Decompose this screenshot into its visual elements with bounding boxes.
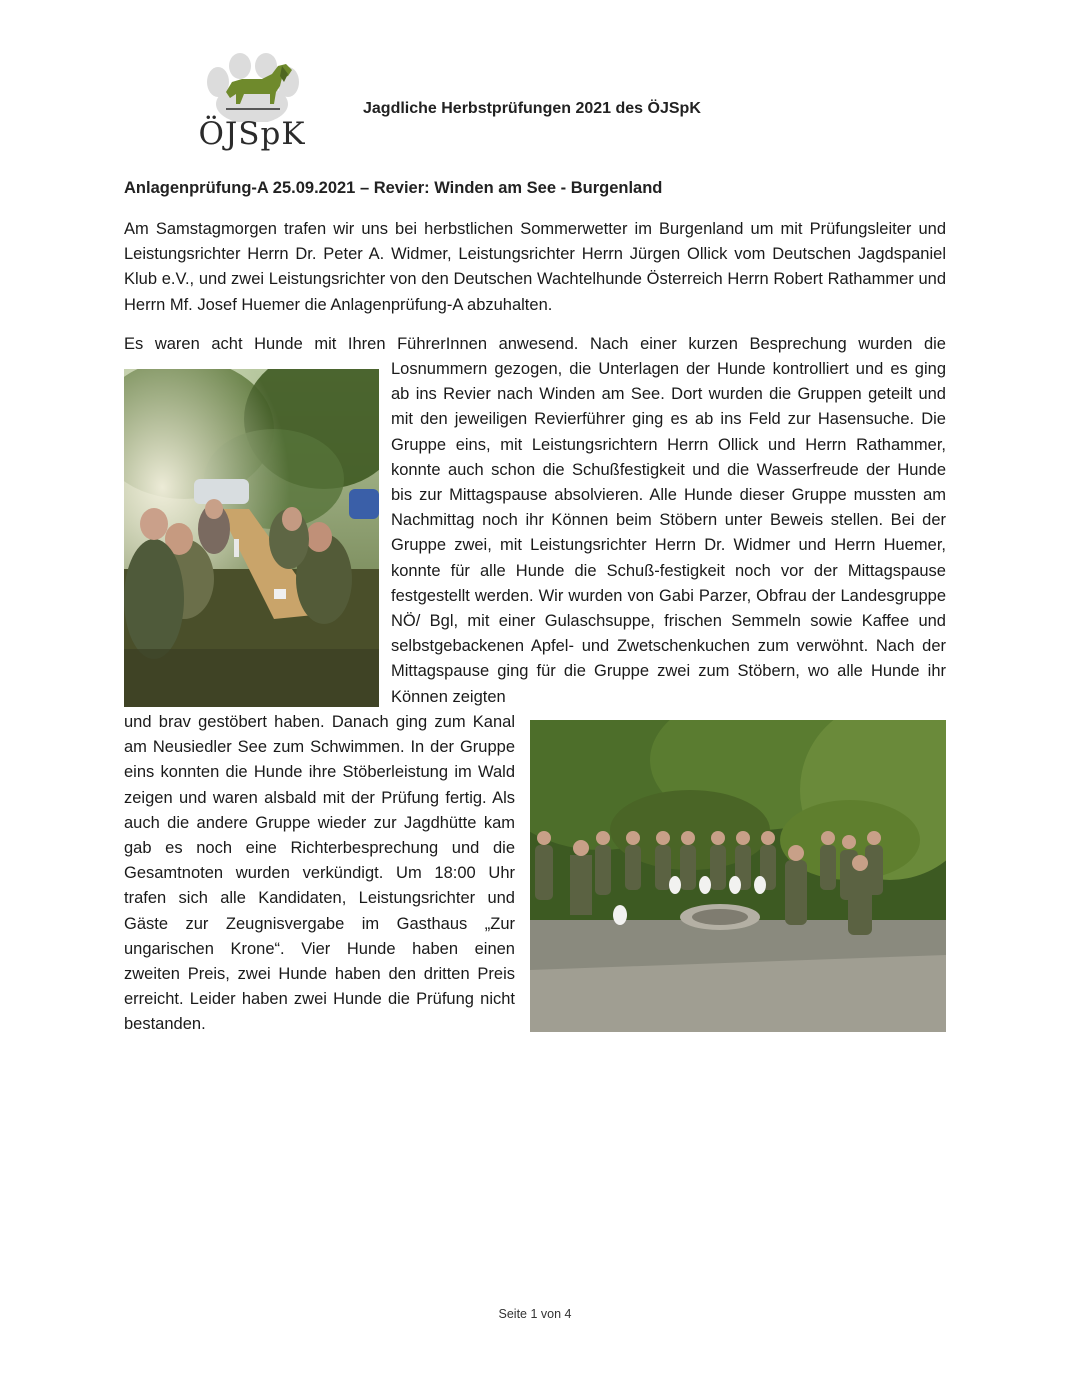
document-title: Jagdliche Herbstprüfungen 2021 des ÖJSpK <box>363 100 701 117</box>
photo-group-forest <box>530 720 946 1032</box>
paragraph-2-line: Es waren acht Hunde mit Ihren FührerInnen anwesend. Nach einer kurzen Besprechung wurden die <box>124 335 946 353</box>
page-number: Seite 1 von 4 <box>498 1307 572 1321</box>
paragraph-2-first-line <box>124 332 946 357</box>
spaniel-paw-logo-icon <box>196 52 308 122</box>
logo-text: ÖJSpK <box>198 116 306 152</box>
photo-lunch-table <box>124 369 379 707</box>
club-logo <box>196 52 308 160</box>
section-heading: Anlagenprüfung-A 25.09.2021 – Revier: Winden am See - Burgenland <box>124 179 663 197</box>
paragraph-2-left-column: und brav gestöbert haben. Danach ging zum Kanal am Neusiedler See zum Schwimmen. In der Gruppe eins konnten die Hunde ihre Stöberleistung im Wald zeigen und waren alsbald mit der Prüfung fertig. Als auch die andere Gruppe wieder zur Jagdhütte kam gab es noch eine Richterbesprechung und die Gesamtnoten wurden verkündigt. Um 18:00 Uhr trafen sich alle Kandidaten, Leistungsrichter und Gäste zur Zeugnisvergabe im Gasthaus „Zur ungarischen Krone“. Vier Hunde haben einen zweiten Preis, zwei Hunde haben den dritten Preis erreicht. Leider haben zwei Hunde die Prüfung nicht bestanden. <box>124 713 515 1034</box>
paragraph-intro: Am Samstagmorgen trafen wir uns bei herbstlichen Sommerwetter im Burgenland um mit Prüfungsleiter und Leistungsrichter Herrn Dr. Peter A. Widmer, Leistungsrichter Herrn Jürgen Ollick vom Deutschen Jagdspaniel Klub e.V., und zwei Leistungsrichter von den Deutschen Wachtelhunde Österreich Herrn Robert Rathammer und Herrn Mf. Josef Huemer die Anlagenprüfung-A abzuhalten. <box>124 220 946 314</box>
paragraph-2-right-column: Losnummern gezogen, die Unterlagen der Hunde kontrolliert und es ging ab ins Revier nach Winden am See. Dort wurden die Gruppen geteilt und mit den jeweiligen Revierführer ging es ab ins Feld zur Hasensuche. Die Gruppe eins, mit Leistungsrichtern Herrn Ollick und Herrn Rathammer, konnte auch schon die Schußfestigkeit und die Wasserfreude der Hunde bis zur Mittagspause absolvieren. Alle Hunde dieser Gruppe mussten am Nachmittag noch ihr Können beim Stöbern unter Beweis stellen. Bei der Gruppe zwei, mit Leistungsrichter Herrn Dr. Widmer und Herrn Huemer, konnte für alle Hunde die Schuß-festigkeit noch vor der Mittagspause festgestellt werden. Wir wurden von Gabi Parzer, Obfrau der Landesgruppe NÖ/ Bgl, mit einer Gulaschsuppe, frischen Semmeln sowie Kaffee und selbstgebackenen Apfel- und Zwetschenkuchen zum verwöhnt. Nach der Mittagspause ging für die Gruppe zwei zum Stöbern, wo alle Hunde ihr Können zeigten <box>391 360 946 706</box>
